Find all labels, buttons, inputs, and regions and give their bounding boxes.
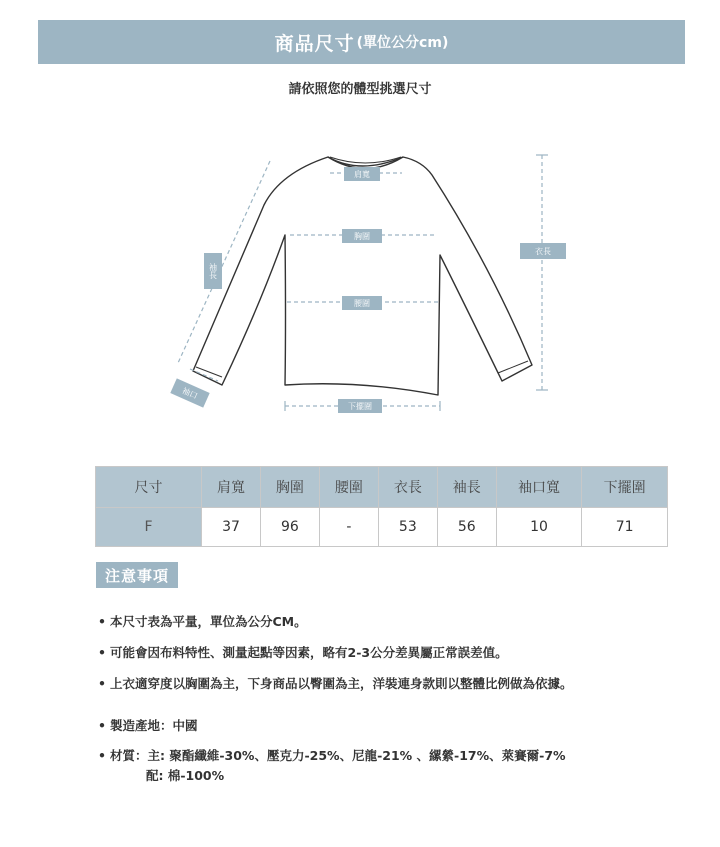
bullet: • bbox=[98, 676, 106, 691]
bullet: • bbox=[98, 645, 106, 660]
table-row bbox=[96, 508, 668, 547]
bullet: • bbox=[98, 614, 106, 629]
header-sleeve: 袖長 bbox=[437, 467, 496, 508]
note-text: 可能會因布料特性、測量起點等因素，略有2-3公分差異屬正常誤差值。 bbox=[110, 645, 508, 660]
subtitle: 請依照您的體型挑選尺寸 bbox=[288, 82, 432, 97]
bullet: • bbox=[98, 748, 106, 763]
label-shoulder: 肩寬 bbox=[344, 167, 380, 181]
label-waist: 腰圍 bbox=[342, 296, 382, 310]
garment-diagram bbox=[160, 145, 580, 425]
sweater-illustration bbox=[160, 145, 580, 425]
size-table bbox=[95, 466, 668, 547]
bullet: • bbox=[98, 718, 106, 733]
header-hem: 下擺圍 bbox=[582, 467, 668, 508]
header-size: 尺寸 bbox=[96, 467, 202, 508]
notes-title: 注意事項 bbox=[96, 562, 178, 588]
note-item bbox=[98, 746, 566, 764]
note-text: 本尺寸表為平量，單位為公分CM。 bbox=[110, 614, 307, 629]
note-item bbox=[98, 716, 198, 734]
page-header bbox=[38, 20, 685, 64]
label-length: 衣長 bbox=[520, 243, 566, 259]
note-item bbox=[98, 643, 508, 661]
cell-waist: - bbox=[319, 508, 378, 547]
cell-hem: 71 bbox=[582, 508, 668, 547]
cell-chest: 96 bbox=[260, 508, 319, 547]
cell-size: F bbox=[96, 508, 202, 547]
label-cuff: 袖口 bbox=[170, 378, 209, 407]
header-chest: 胸圍 bbox=[260, 467, 319, 508]
size-table-header bbox=[96, 467, 668, 508]
header-shoulder: 肩寬 bbox=[202, 467, 261, 508]
note-item bbox=[98, 612, 307, 630]
note-text: 材質：主: 聚酯纖維-30%、壓克力-25%、尼龍-21% 、縲縈-17%、萊賽爾-7% bbox=[110, 748, 566, 763]
note-text: 上衣適穿度以胸圍為主，下身商品以臀圍為主，洋裝連身款則以整體比例做為依據。 bbox=[110, 676, 573, 691]
header-length: 衣長 bbox=[378, 467, 437, 508]
note-item bbox=[98, 674, 573, 692]
cell-shoulder: 37 bbox=[202, 508, 261, 547]
header-cuff: 袖口寬 bbox=[496, 467, 582, 508]
label-chest: 胸圍 bbox=[342, 229, 382, 243]
label-sleeve: 袖長 bbox=[204, 253, 222, 289]
label-hem: 下擺圍 bbox=[338, 399, 382, 413]
header-title: 商品尺寸 bbox=[274, 32, 355, 55]
note-text: 製造產地：中國 bbox=[110, 718, 198, 733]
material-secondary: 配: 棉-100% bbox=[146, 768, 225, 783]
cell-sleeve: 56 bbox=[437, 508, 496, 547]
cell-length: 53 bbox=[378, 508, 437, 547]
header-waist: 腰圍 bbox=[319, 467, 378, 508]
cell-cuff: 10 bbox=[496, 508, 582, 547]
header-unit: (單位公分cm) bbox=[356, 35, 449, 51]
